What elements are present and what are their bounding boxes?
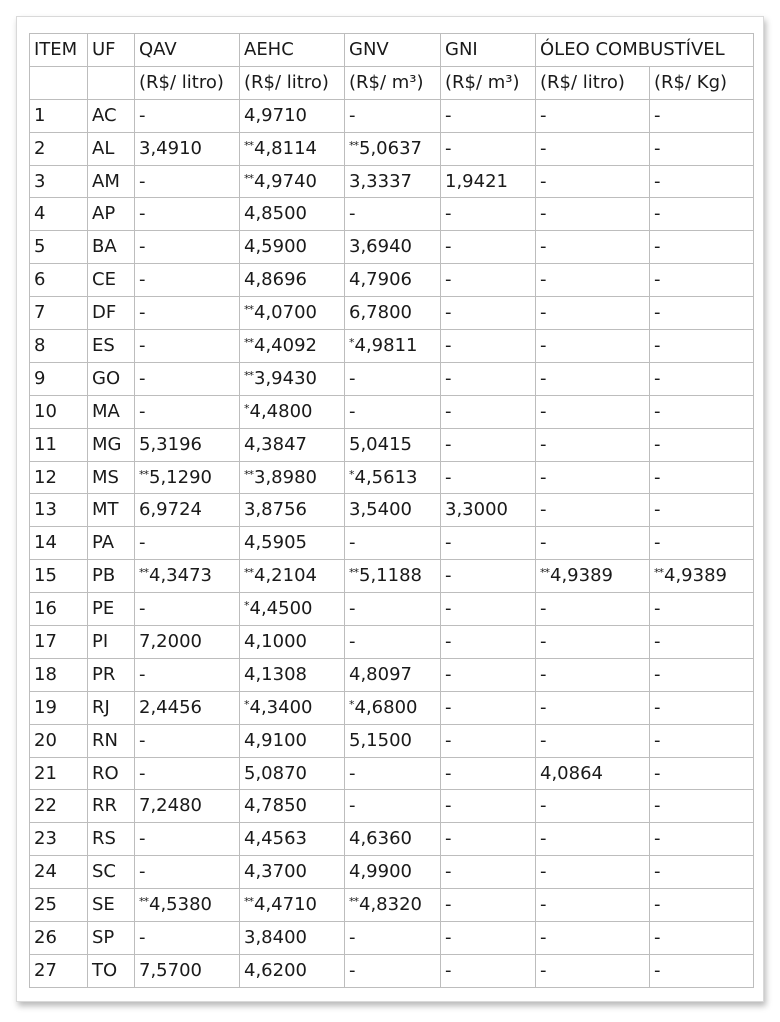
- cell-item: 24: [30, 856, 88, 889]
- footnote-mark: **: [349, 138, 358, 152]
- cell-gnv: -: [345, 626, 441, 659]
- header-item: ITEM: [30, 34, 88, 67]
- cell-oleo-kg: -: [650, 856, 754, 889]
- cell-gnv: 4,9900: [345, 856, 441, 889]
- cell-oleo-kg: -: [650, 954, 754, 987]
- cell-oleo-litro: 4,0864: [536, 757, 650, 790]
- cell-uf: PA: [88, 527, 135, 560]
- cell-item: 26: [30, 922, 88, 955]
- cell-item: 21: [30, 757, 88, 790]
- cell-aehc: 3,8756: [240, 494, 345, 527]
- cell-uf: RJ: [88, 691, 135, 724]
- header-uf: UF: [88, 34, 135, 67]
- cell-oleo-litro: -: [536, 823, 650, 856]
- cell-aehc: 4,1308: [240, 658, 345, 691]
- cell-oleo-kg: -: [650, 99, 754, 132]
- cell-item: 18: [30, 658, 88, 691]
- cell-oleo-kg: -: [650, 724, 754, 757]
- table-row: [30, 922, 754, 955]
- cell-oleo-kg: -: [650, 330, 754, 363]
- table-row: [30, 954, 754, 987]
- cell-item: 23: [30, 823, 88, 856]
- cell-gni: -: [441, 99, 536, 132]
- cell-uf: AM: [88, 165, 135, 198]
- table-row: [30, 757, 754, 790]
- table-row: [30, 823, 754, 856]
- cell-qav: **5,1290: [135, 461, 240, 494]
- cell-aehc: **4,2104: [240, 560, 345, 593]
- table-row: [30, 527, 754, 560]
- cell-qav: -: [135, 856, 240, 889]
- cell-qav: -: [135, 593, 240, 626]
- cell-qav: **4,3473: [135, 560, 240, 593]
- cell-uf: MG: [88, 428, 135, 461]
- cell-gni: -: [441, 823, 536, 856]
- cell-item: 27: [30, 954, 88, 987]
- unit-aehc: (R$/ litro): [240, 66, 345, 99]
- cell-qav: 6,9724: [135, 494, 240, 527]
- cell-oleo-kg: -: [650, 757, 754, 790]
- cell-qav: **4,5380: [135, 889, 240, 922]
- cell-aehc: 4,3700: [240, 856, 345, 889]
- table-row: [30, 724, 754, 757]
- cell-gnv: -: [345, 198, 441, 231]
- cell-oleo-litro: -: [536, 461, 650, 494]
- cell-gni: -: [441, 658, 536, 691]
- cell-item: 25: [30, 889, 88, 922]
- cell-item: 4: [30, 198, 88, 231]
- cell-item: 11: [30, 428, 88, 461]
- cell-gni: 1,9421: [441, 165, 536, 198]
- cell-oleo-litro: -: [536, 297, 650, 330]
- cell-uf: SC: [88, 856, 135, 889]
- cell-oleo-kg: -: [650, 297, 754, 330]
- cell-oleo-kg: -: [650, 494, 754, 527]
- cell-oleo-litro: **4,9389: [536, 560, 650, 593]
- cell-uf: MT: [88, 494, 135, 527]
- footnote-mark: *: [244, 401, 249, 415]
- cell-qav: -: [135, 330, 240, 363]
- cell-aehc: 4,5900: [240, 231, 345, 264]
- header-gni: GNI: [441, 34, 536, 67]
- cell-qav: -: [135, 757, 240, 790]
- cell-uf: CE: [88, 264, 135, 297]
- cell-uf: ES: [88, 330, 135, 363]
- table-row: [30, 330, 754, 363]
- cell-oleo-kg: -: [650, 132, 754, 165]
- cell-gni: -: [441, 922, 536, 955]
- cell-oleo-litro: -: [536, 658, 650, 691]
- cell-oleo-litro: -: [536, 494, 650, 527]
- cell-uf: RS: [88, 823, 135, 856]
- cell-uf: AC: [88, 99, 135, 132]
- cell-gnv: -: [345, 790, 441, 823]
- cell-gni: -: [441, 626, 536, 659]
- cell-gni: -: [441, 593, 536, 626]
- cell-uf: PB: [88, 560, 135, 593]
- cell-qav: -: [135, 724, 240, 757]
- cell-uf: MS: [88, 461, 135, 494]
- cell-qav: 7,5700: [135, 954, 240, 987]
- cell-gni: -: [441, 691, 536, 724]
- cell-aehc: 4,8696: [240, 264, 345, 297]
- cell-item: 20: [30, 724, 88, 757]
- cell-oleo-kg: -: [650, 691, 754, 724]
- cell-item: 13: [30, 494, 88, 527]
- cell-oleo-kg: -: [650, 428, 754, 461]
- cell-gni: -: [441, 527, 536, 560]
- cell-oleo-kg: -: [650, 922, 754, 955]
- cell-gnv: *4,6800: [345, 691, 441, 724]
- cell-oleo-kg: -: [650, 527, 754, 560]
- cell-uf: AL: [88, 132, 135, 165]
- unit-gni: (R$/ m³): [441, 66, 536, 99]
- cell-gni: -: [441, 954, 536, 987]
- footnote-mark: **: [244, 171, 253, 185]
- cell-oleo-kg: -: [650, 165, 754, 198]
- cell-gnv: *4,5613: [345, 461, 441, 494]
- footnote-mark: **: [244, 335, 253, 349]
- cell-item: 1: [30, 99, 88, 132]
- cell-gni: -: [441, 264, 536, 297]
- cell-qav: -: [135, 99, 240, 132]
- cell-uf: GO: [88, 362, 135, 395]
- footnote-mark: *: [244, 697, 249, 711]
- cell-oleo-litro: -: [536, 626, 650, 659]
- cell-oleo-kg: -: [650, 889, 754, 922]
- cell-oleo-litro: -: [536, 99, 650, 132]
- cell-aehc: 4,4563: [240, 823, 345, 856]
- cell-gni: -: [441, 790, 536, 823]
- unit-oleo-litro: (R$/ litro): [536, 66, 650, 99]
- cell-gnv: -: [345, 954, 441, 987]
- cell-uf: MA: [88, 395, 135, 428]
- cell-oleo-kg: -: [650, 658, 754, 691]
- cell-aehc: 4,8500: [240, 198, 345, 231]
- footnote-mark: **: [244, 368, 253, 382]
- cell-gnv: 3,3337: [345, 165, 441, 198]
- table-row: [30, 165, 754, 198]
- cell-gnv: 5,0415: [345, 428, 441, 461]
- footnote-mark: *: [349, 467, 354, 481]
- table-body: [30, 99, 754, 987]
- cell-item: 7: [30, 297, 88, 330]
- cell-aehc: 4,3847: [240, 428, 345, 461]
- cell-item: 5: [30, 231, 88, 264]
- footnote-mark: *: [349, 697, 354, 711]
- cell-uf: SE: [88, 889, 135, 922]
- cell-uf: PR: [88, 658, 135, 691]
- cell-gnv: 6,7800: [345, 297, 441, 330]
- cell-item: 14: [30, 527, 88, 560]
- cell-qav: -: [135, 658, 240, 691]
- cell-oleo-litro: -: [536, 165, 650, 198]
- fuel-price-table: [29, 33, 754, 988]
- cell-gni: -: [441, 198, 536, 231]
- footnote-mark: *: [244, 599, 249, 613]
- cell-aehc: **4,4710: [240, 889, 345, 922]
- table-row: [30, 198, 754, 231]
- cell-aehc: **3,9430: [240, 362, 345, 395]
- table-row: [30, 856, 754, 889]
- cell-qav: -: [135, 362, 240, 395]
- cell-item: 8: [30, 330, 88, 363]
- cell-aehc: 4,7850: [240, 790, 345, 823]
- cell-item: 10: [30, 395, 88, 428]
- table-row: [30, 790, 754, 823]
- footnote-mark: **: [540, 566, 549, 580]
- cell-aehc: 4,1000: [240, 626, 345, 659]
- header-qav: QAV: [135, 34, 240, 67]
- cell-aehc: 4,9100: [240, 724, 345, 757]
- cell-aehc: 5,0870: [240, 757, 345, 790]
- table-row: [30, 362, 754, 395]
- cell-item: 15: [30, 560, 88, 593]
- cell-oleo-litro: -: [536, 428, 650, 461]
- footnote-mark: *: [349, 335, 354, 349]
- cell-qav: -: [135, 264, 240, 297]
- units-item-empty: [30, 66, 88, 99]
- header-oleo-combustivel: ÓLEO COMBUSTÍVEL: [536, 34, 650, 67]
- cell-oleo-litro: -: [536, 362, 650, 395]
- cell-oleo-kg: **4,9389: [650, 560, 754, 593]
- cell-gnv: -: [345, 99, 441, 132]
- cell-aehc: **4,0700: [240, 297, 345, 330]
- cell-oleo-kg: -: [650, 395, 754, 428]
- cell-aehc: **4,8114: [240, 132, 345, 165]
- header-gnv: GNV: [345, 34, 441, 67]
- cell-item: 17: [30, 626, 88, 659]
- footnote-mark: **: [244, 895, 253, 909]
- footnote-mark: **: [244, 303, 253, 317]
- cell-oleo-litro: -: [536, 790, 650, 823]
- cell-gni: -: [441, 856, 536, 889]
- cell-gni: -: [441, 395, 536, 428]
- cell-uf: AP: [88, 198, 135, 231]
- cell-aehc: 4,9710: [240, 99, 345, 132]
- cell-gni: -: [441, 297, 536, 330]
- table-row: [30, 395, 754, 428]
- cell-oleo-litro: -: [536, 231, 650, 264]
- table-row: [30, 297, 754, 330]
- footnote-mark: **: [139, 566, 148, 580]
- cell-uf: SP: [88, 922, 135, 955]
- cell-qav: -: [135, 922, 240, 955]
- cell-item: 19: [30, 691, 88, 724]
- cell-gni: -: [441, 724, 536, 757]
- footnote-mark: **: [139, 467, 148, 481]
- cell-oleo-kg: -: [650, 823, 754, 856]
- cell-item: 9: [30, 362, 88, 395]
- cell-item: 2: [30, 132, 88, 165]
- cell-qav: 2,4456: [135, 691, 240, 724]
- cell-oleo-litro: -: [536, 264, 650, 297]
- cell-qav: -: [135, 198, 240, 231]
- cell-gnv: -: [345, 757, 441, 790]
- table-row: [30, 889, 754, 922]
- cell-aehc: **3,8980: [240, 461, 345, 494]
- cell-oleo-litro: -: [536, 527, 650, 560]
- cell-uf: BA: [88, 231, 135, 264]
- cell-oleo-litro: -: [536, 922, 650, 955]
- cell-oleo-kg: -: [650, 626, 754, 659]
- cell-qav: 7,2000: [135, 626, 240, 659]
- cell-item: 16: [30, 593, 88, 626]
- cell-uf: RO: [88, 757, 135, 790]
- footnote-mark: **: [244, 138, 253, 152]
- cell-aehc: 4,5905: [240, 527, 345, 560]
- cell-oleo-litro: -: [536, 198, 650, 231]
- footnote-mark: **: [139, 895, 148, 909]
- cell-gni: -: [441, 560, 536, 593]
- cell-qav: 5,3196: [135, 428, 240, 461]
- cell-oleo-litro: -: [536, 954, 650, 987]
- cell-uf: RR: [88, 790, 135, 823]
- cell-gni: -: [441, 889, 536, 922]
- cell-gnv: 3,5400: [345, 494, 441, 527]
- footnote-mark: **: [349, 895, 358, 909]
- cell-gnv: -: [345, 395, 441, 428]
- cell-qav: -: [135, 297, 240, 330]
- cell-oleo-kg: -: [650, 231, 754, 264]
- table-row: [30, 560, 754, 593]
- cell-oleo-litro: -: [536, 889, 650, 922]
- table-row: [30, 593, 754, 626]
- cell-gnv: -: [345, 593, 441, 626]
- cell-gnv: 4,7906: [345, 264, 441, 297]
- cell-gni: -: [441, 362, 536, 395]
- cell-oleo-litro: -: [536, 593, 650, 626]
- cell-gnv: **5,1188: [345, 560, 441, 593]
- cell-gni: -: [441, 461, 536, 494]
- cell-gnv: **5,0637: [345, 132, 441, 165]
- cell-qav: -: [135, 165, 240, 198]
- cell-oleo-kg: -: [650, 790, 754, 823]
- table-row: [30, 231, 754, 264]
- document-page: [16, 16, 764, 1002]
- cell-uf: RN: [88, 724, 135, 757]
- cell-oleo-kg: -: [650, 362, 754, 395]
- cell-oleo-litro: -: [536, 330, 650, 363]
- table-row: [30, 99, 754, 132]
- footnote-mark: **: [349, 566, 358, 580]
- cell-aehc: 3,8400: [240, 922, 345, 955]
- cell-uf: PE: [88, 593, 135, 626]
- cell-qav: -: [135, 395, 240, 428]
- table-row: [30, 658, 754, 691]
- table-row: [30, 264, 754, 297]
- table-row: [30, 626, 754, 659]
- cell-oleo-kg: -: [650, 593, 754, 626]
- cell-gnv: 4,6360: [345, 823, 441, 856]
- cell-gni: -: [441, 132, 536, 165]
- cell-oleo-litro: -: [536, 691, 650, 724]
- cell-item: 3: [30, 165, 88, 198]
- cell-oleo-kg: -: [650, 198, 754, 231]
- cell-gnv: -: [345, 527, 441, 560]
- cell-item: 22: [30, 790, 88, 823]
- units-uf-empty: [88, 66, 135, 99]
- table-row: [30, 132, 754, 165]
- cell-item: 6: [30, 264, 88, 297]
- cell-gnv: -: [345, 922, 441, 955]
- cell-gni: 3,3000: [441, 494, 536, 527]
- cell-aehc: 4,6200: [240, 954, 345, 987]
- unit-qav: (R$/ litro): [135, 66, 240, 99]
- table-row: [30, 494, 754, 527]
- cell-oleo-litro: -: [536, 132, 650, 165]
- cell-oleo-litro: -: [536, 724, 650, 757]
- table-row: [30, 428, 754, 461]
- cell-gnv: 5,1500: [345, 724, 441, 757]
- footnote-mark: **: [244, 467, 253, 481]
- footnote-mark: **: [654, 566, 663, 580]
- cell-aehc: **4,9740: [240, 165, 345, 198]
- unit-oleo-kg: (R$/ Kg): [650, 66, 754, 99]
- cell-gnv: **4,8320: [345, 889, 441, 922]
- cell-qav: -: [135, 231, 240, 264]
- cell-uf: TO: [88, 954, 135, 987]
- cell-gni: -: [441, 330, 536, 363]
- unit-gnv: (R$/ m³): [345, 66, 441, 99]
- cell-uf: PI: [88, 626, 135, 659]
- cell-item: 12: [30, 461, 88, 494]
- cell-qav: 3,4910: [135, 132, 240, 165]
- cell-oleo-litro: -: [536, 395, 650, 428]
- cell-qav: -: [135, 823, 240, 856]
- footnote-mark: **: [244, 566, 253, 580]
- cell-gnv: *4,9811: [345, 330, 441, 363]
- cell-aehc: *4,4800: [240, 395, 345, 428]
- header-row: [30, 34, 754, 67]
- header-aehc: AEHC: [240, 34, 345, 67]
- cell-gni: -: [441, 757, 536, 790]
- cell-oleo-kg: -: [650, 264, 754, 297]
- cell-qav: -: [135, 527, 240, 560]
- cell-gnv: 4,8097: [345, 658, 441, 691]
- cell-aehc: *4,4500: [240, 593, 345, 626]
- table-row: [30, 461, 754, 494]
- cell-qav: 7,2480: [135, 790, 240, 823]
- cell-aehc: *4,3400: [240, 691, 345, 724]
- cell-gnv: -: [345, 362, 441, 395]
- cell-gnv: 3,6940: [345, 231, 441, 264]
- cell-oleo-litro: -: [536, 856, 650, 889]
- table-row: [30, 691, 754, 724]
- cell-gni: -: [441, 428, 536, 461]
- cell-aehc: **4,4092: [240, 330, 345, 363]
- units-row: [30, 66, 754, 99]
- cell-gni: -: [441, 231, 536, 264]
- cell-oleo-kg: -: [650, 461, 754, 494]
- cell-uf: DF: [88, 297, 135, 330]
